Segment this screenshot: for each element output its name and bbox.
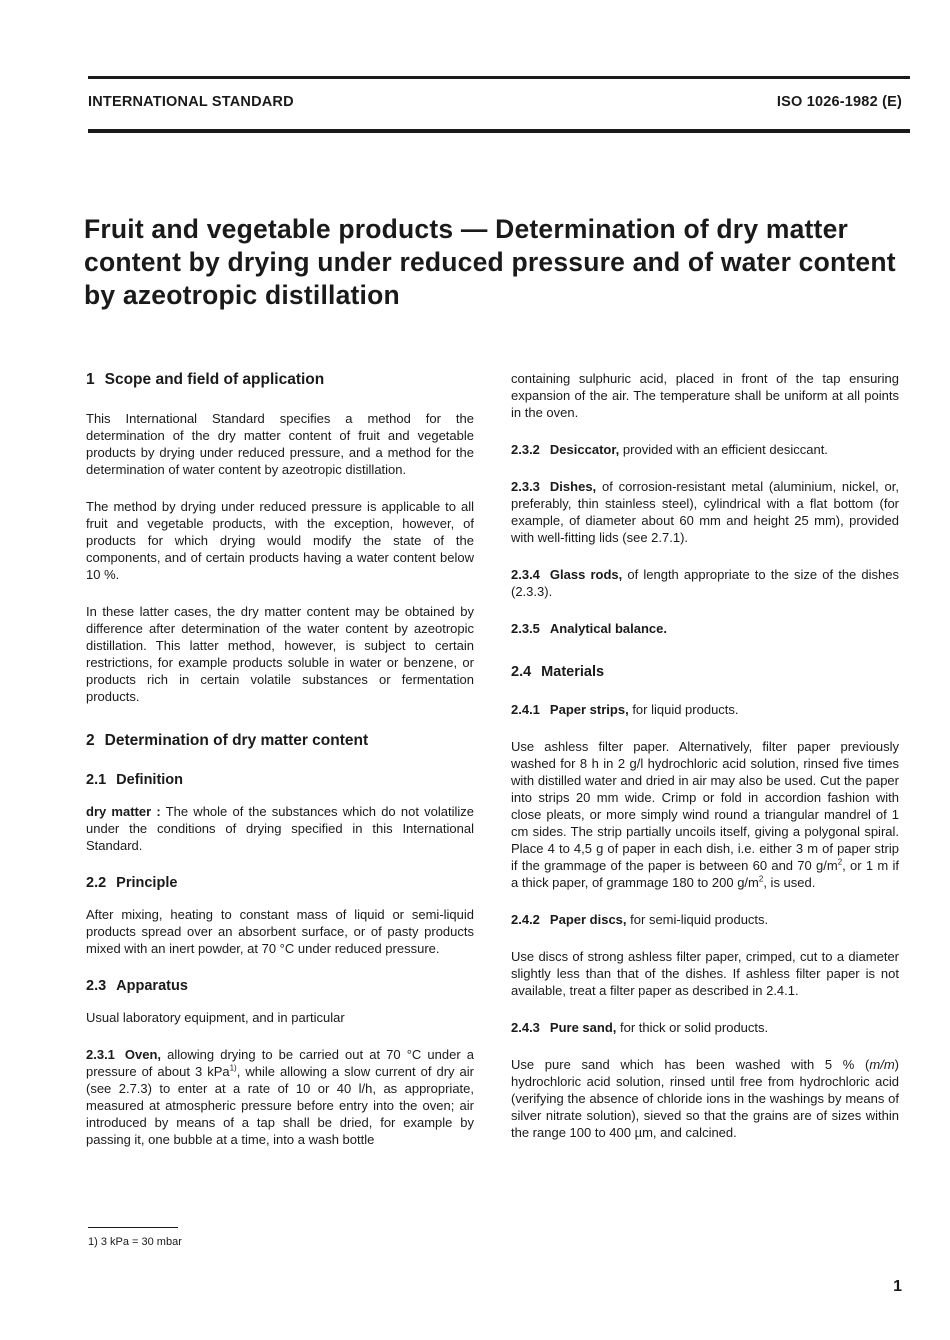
section-2-heading: [86, 731, 474, 751]
header-rule-bottom: [88, 129, 910, 133]
clause-2-3-2: [511, 441, 899, 458]
clause-number: 2.4.3: [511, 1020, 540, 1035]
definition-text: The whole of the substances which do not volatilize under the conditions of drying specified in this International Standard.: [86, 804, 475, 853]
subsection-2-2-heading: [86, 874, 474, 892]
clause-number: 2.3.2: [511, 442, 540, 457]
subsection-title: Definition: [116, 772, 184, 788]
text-run: ) hydrochloric acid solution, rinsed until free from hydrochloric acid (verifying the absence of chloride ions in the washings by means of silver nitrate solution), sieved so that the grains are of sizes within the range 100 to 400 µm, and calcined.: [511, 1057, 899, 1140]
footnote: 1) 3 kPa = 30 mbar: [88, 1236, 182, 1248]
clause-2-4-1: [511, 701, 899, 718]
header-rule-top: [88, 76, 910, 79]
paragraph: In these latter cases, the dry matter content may be obtained by difference after determination of the water content by azeotropic distillation. This latter method, however, is subject to certain restrictions, for example products soluble in water or benzene, or products rich in certain volatile substances or fermentation products.: [86, 604, 474, 704]
paragraph: Usual laboratory equipment, and in particular: [86, 1010, 345, 1025]
clause-2-4-3: [511, 1019, 899, 1036]
text-run: , is used.: [763, 875, 816, 890]
text-run: Use pure sand which has been washed with 5 % (: [511, 1057, 870, 1072]
document-type: INTERNATIONAL STANDARD: [88, 94, 294, 110]
paragraph: containing sulphuric acid, placed in front of the tap ensuring expansion of the air. The temperature shall be uniform at all points in the oven.: [511, 371, 899, 420]
footnote-rule: [88, 1227, 178, 1228]
clause-number: 2.3.4: [511, 567, 540, 582]
paragraph: [511, 738, 899, 891]
section-number: 2: [86, 732, 95, 749]
subsection-title: Principle: [116, 875, 178, 891]
section-title: Determination of dry matter content: [104, 732, 369, 749]
page-number: 1: [893, 1278, 902, 1295]
subsection-2-3-heading: [86, 977, 474, 995]
paragraph: [511, 1056, 899, 1141]
left-column: [86, 370, 474, 1148]
subsection-number: 2.1: [86, 772, 107, 788]
paragraph: After mixing, heating to constant mass of liquid or semi-liquid products spread over an absorbent surface, or of pasty products mixed with an inert powder, at 70 °C under reduced pressure.: [86, 907, 474, 956]
text-run: , or 1 m if a thick paper, of grammage 180 to 200 g/m: [511, 858, 899, 890]
clause-title: Dishes,: [549, 479, 597, 494]
text-run: Use ashless filter paper. Alternatively, filter paper previously washed for 8 h in 2 g/l hydrochloric acid solution, rinsed five times with distilled water and dried in air may also be used. Cut the paper into strips 20 mm wide. Crimp or fold in accordion fashion with close pleats, or more simply wind round a triangular mandrel of 1 cm sides. The strip partially uncoils itself, giving a polygonal spiral. Place 4 to 4,5 g of paper in each dish, i.e. either 3 m of paper strip if the grammage of the paper is between 60 and 70 g/m: [511, 739, 899, 873]
clause-title: Analytical balance.: [549, 621, 667, 636]
section-title: Scope and field of application: [104, 371, 325, 388]
subsection-title: Apparatus: [116, 978, 188, 994]
clause-number: 2.4.2: [511, 912, 540, 927]
footnote-ref: 1): [229, 1063, 237, 1073]
right-column: [511, 370, 899, 1141]
clause-text: , while allowing a slow current of dry air (see 2.7.3) to enter at a rate of 10 or 40 l/h, as appropriate, measured at atmospheric pressure before entry into the oven; air introduced by means of a tap shall be dried, for example by passing it, one bubble at a time, into a wash bottle: [86, 1064, 474, 1147]
clause-2-3-3: [511, 478, 899, 546]
subsection-number: 2.3: [86, 978, 107, 994]
clause-number: 2.3.5: [511, 621, 540, 636]
clause-2-3-5: [511, 620, 899, 637]
clause-text: of length appropriate to the size of the dishes (2.3.3).: [511, 567, 899, 599]
section-number: 1: [86, 371, 95, 388]
subsection-2-4-heading: [511, 663, 899, 681]
paragraph: The method by drying under reduced pressure is applicable to all fruit and vegetable products, with the exception, however, of products for which drying would modify the state of the components, and of certain products having a water content below 10 %.: [86, 499, 474, 582]
clause-title: Oven,: [124, 1047, 162, 1062]
subsection-number: 2.2: [86, 875, 107, 891]
defined-term: dry matter :: [86, 804, 161, 819]
clause-text: for semi-liquid products.: [630, 912, 769, 927]
clause-number: 2.3.3: [511, 479, 540, 494]
subsection-2-1-heading: [86, 771, 474, 789]
clause-title: Pure sand,: [549, 1020, 617, 1035]
clause-title: Paper strips,: [549, 702, 629, 717]
page-title: Fruit and vegetable products — Determination of dry matter content by drying under reduced pressure and of water content by azeotropic distillation: [84, 214, 896, 310]
clause-2-3-1: [86, 1046, 474, 1148]
italic-run: m/m: [869, 1057, 895, 1072]
clause-number: 2.3.1: [86, 1047, 115, 1062]
clause-title: Desiccator,: [549, 442, 620, 457]
clause-text: provided with an efficient desiccant.: [622, 442, 828, 457]
clause-text: of corrosion-resistant metal (aluminium, nickel, or, preferably, thin stainless steel), cylindrical with a flat bottom (for example, of diameter about 60 mm and height 25 mm), provided with well-fitting lids (see 2.7.1).: [511, 479, 899, 545]
clause-number: 2.4.1: [511, 702, 540, 717]
clause-title: Paper discs,: [549, 912, 627, 927]
clause-text: for thick or solid products.: [620, 1020, 769, 1035]
clause-text: for liquid products.: [632, 702, 739, 717]
clause-text: allowing drying to be carried out at 70 °C under a pressure of about 3 kPa: [86, 1047, 474, 1079]
subsection-number: 2.4: [511, 664, 532, 680]
subsection-title: Materials: [541, 664, 605, 680]
clause-2-4-2: [511, 911, 899, 928]
superscript: 2: [758, 874, 764, 884]
standard-number: ISO 1026-1982 (E): [776, 94, 902, 110]
definition-paragraph: [86, 803, 474, 854]
clause-2-3-4: [511, 566, 899, 600]
paragraph: Use discs of strong ashless filter paper, crimped, cut to a diameter slightly less than that of the dishes. If ashless filter paper is not available, treat a filter paper as described in 2.4.1.: [511, 949, 899, 998]
paragraph: This International Standard specifies a method for the determination of the dry matter content of fruit and vegetable products by drying under reduced pressure, and a method for the determination of water content by azeotropic distillation.: [86, 411, 474, 477]
section-1-heading: [86, 370, 474, 390]
clause-title: Glass rods,: [549, 567, 623, 582]
superscript: 2: [837, 857, 843, 867]
